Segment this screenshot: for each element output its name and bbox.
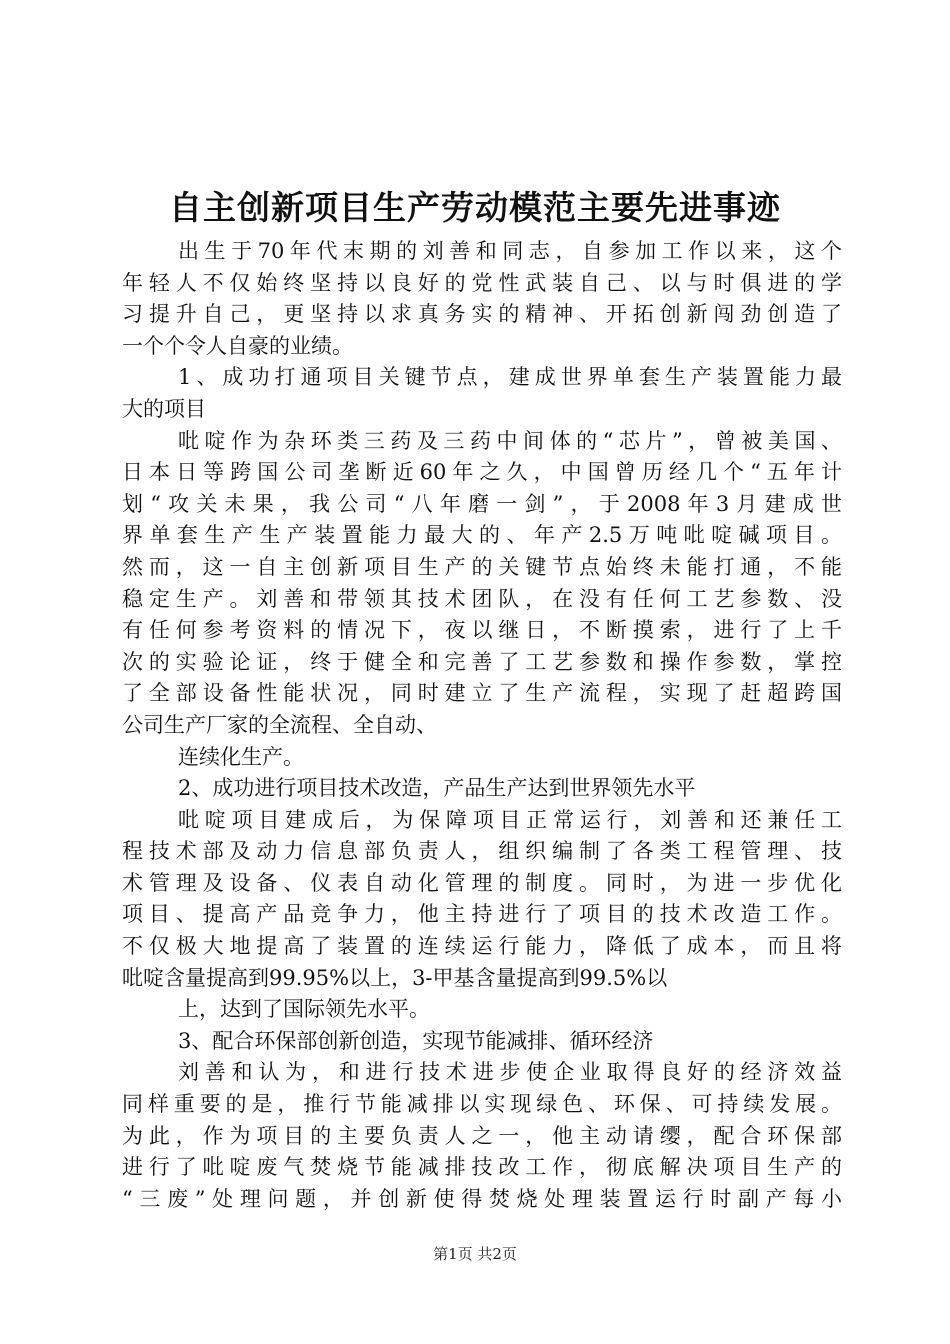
text-line: 为此，作为项目的主要负责人之一，他主动请缨，配合环保部 [122, 1123, 842, 1148]
text-line: 大的项目 [122, 396, 206, 421]
text-line: 界单套生产生产装置能力最大的、年产2.5万吨吡啶碱项目。 [122, 523, 842, 548]
text-line: 一个个令人自豪的业绩。 [122, 333, 353, 358]
text-line: 公司生产厂家的全流程、全自动、 [122, 712, 437, 737]
text-line: 不仅极大地提高了装置的连续运行能力，降低了成本，而且将 [122, 934, 842, 959]
document-body [122, 236, 842, 1215]
text-line: 2、成功进行项目技术改造，产品生产达到世界领先水平 [178, 776, 696, 801]
text-line: 刘善和认为，和进行技术进步使企业取得良好的经济效益 [178, 1060, 842, 1085]
text-line: 连续化生产。 [178, 744, 304, 769]
text-line: 吡啶项目建成后，为保障项目正常运行，刘善和还兼任工 [178, 807, 842, 832]
text-line: 出生于70年代末期的刘善和同志，自参加工作以来，这个 [178, 239, 842, 263]
page-footer: 第1页 共2页 [433, 1245, 517, 1263]
text-line: 1、成功打通项目关键节点，建成世界单套生产装置能力最 [178, 365, 842, 390]
text-line: 3、配合环保部创新创造，实现节能减排、循环经济 [178, 1028, 654, 1053]
text-line: 划“攻关未果，我公司“八年磨一剑”，于2008年3月建成世 [122, 491, 842, 516]
text-line: 项目、提高产品竞争力，他主持进行了项目的技术改造工作。 [122, 902, 842, 927]
document-title: 自主创新项目生产劳动模范主要先进事迹 [169, 188, 781, 227]
text-line: 程技术部及动力信息部负责人，组织编制了各类工程管理、技 [122, 839, 842, 864]
text-line: 进行了吡啶废气焚烧节能减排技改工作，彻底解决项目生产的 [122, 1155, 842, 1180]
text-line: 了全部设备性能状况，同时建立了生产流程，实现了赶超跨国 [122, 681, 842, 706]
text-line: 年轻人不仅始终坚持以良好的党性武装自己、以与时俱进的学 [122, 270, 842, 295]
text-line: 次的实验论证，终于健全和完善了工艺参数和操作参数，掌控 [122, 649, 842, 674]
text-line: “三废”处理问题，并创新使得焚烧处理装置运行时副产每小 [122, 1186, 842, 1211]
text-line: 然而，这一自主创新项目生产的关键节点始终未能打通，不能 [122, 554, 842, 579]
text-line: 术管理及设备、仪表自动化管理的制度。同时，为进一步优化 [122, 870, 842, 895]
text-line: 有任何参考资料的情况下，夜以继日，不断摸索，进行了上千 [122, 618, 842, 643]
text-line: 习提升自己，更坚持以求真务实的精神、开拓创新闯劲创造了 [122, 302, 842, 327]
text-line: 吡啶作为杂环类三药及三药中间体的“芯片”，曾被美国、 [178, 428, 842, 453]
text-line: 稳定生产。刘善和带领其技术团队，在没有任何工艺参数、没 [122, 586, 842, 611]
text-line: 日本日等跨国公司垄断近60年之久，中国曾历经几个“五年计 [122, 460, 842, 485]
text-line: 同样重要的是，推行节能减排以实现绿色、环保、可持续发展。 [122, 1092, 842, 1117]
text-line: 上，达到了国际领先水平。 [178, 997, 430, 1022]
text-line: 吡啶含量提高到99.95%以上，3-甲基含量提高到99.5%以 [122, 965, 668, 990]
